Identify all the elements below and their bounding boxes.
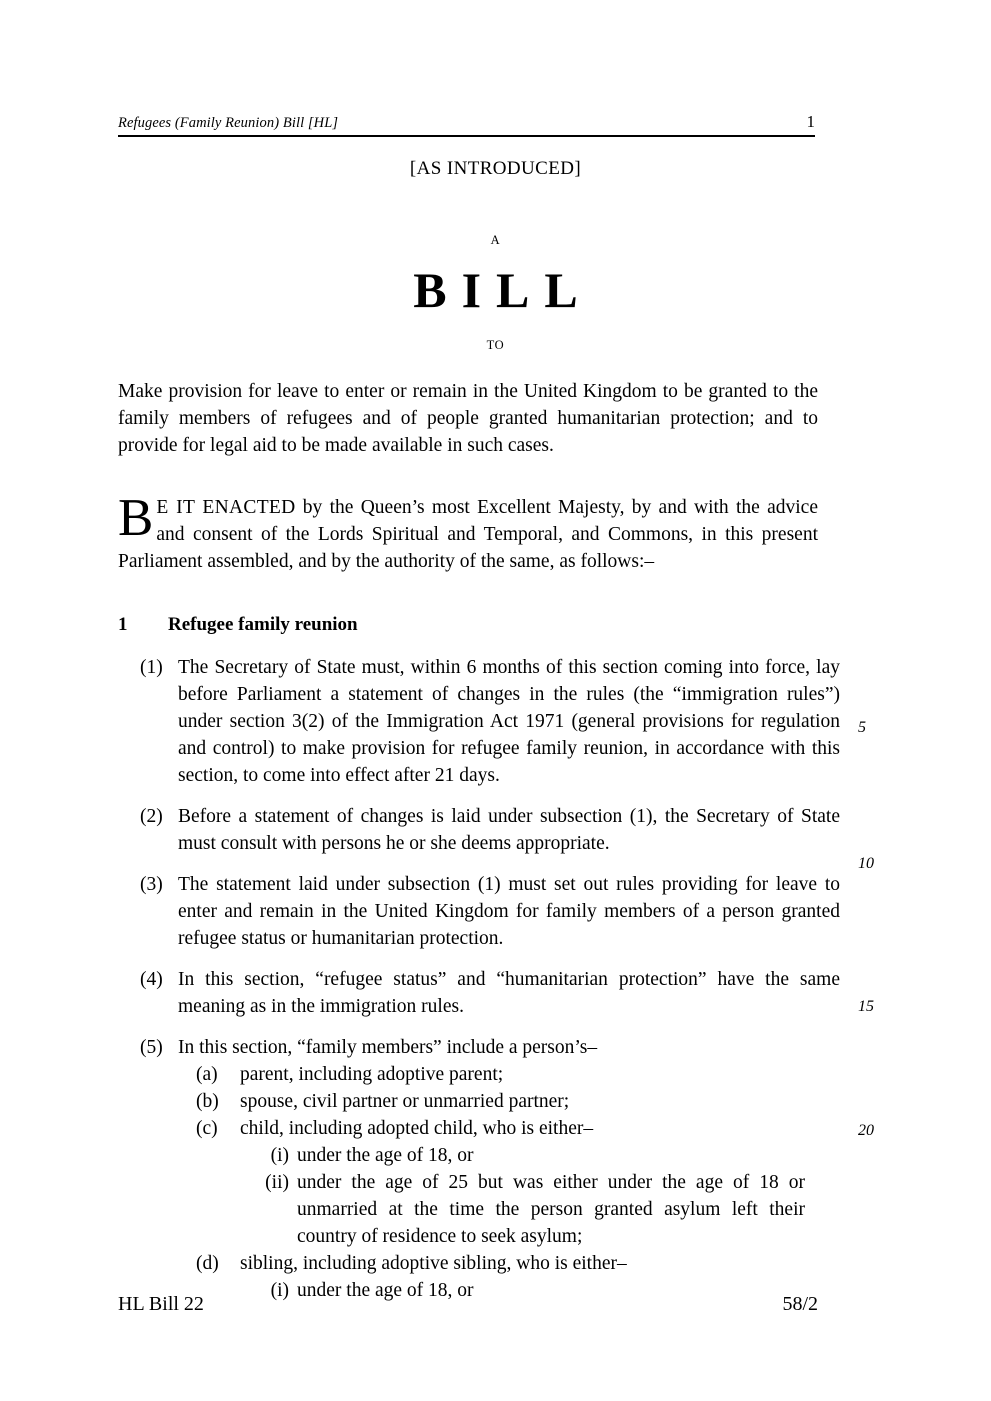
subsection-text: The Secretary of State must, within 6 months of this section coming into force, lay before Parliament a statement of changes in the rules (the “immigration rules”) under section 3(2) of the Immigration Act 1971 (general provisions for regulation and control) to make provision for refugee family reunion, in accordance with this section, to come into effect after 21 days. xyxy=(178,657,840,786)
enacting-formula xyxy=(118,489,818,575)
long-title: Make provision for leave to enter or remain in the United Kingdom to be granted to the family members of refugees and of people granted humanitarian protection; and to provide for legal aid to be made available in such cases. xyxy=(118,381,818,456)
paragraph-marker: (a) xyxy=(196,1064,218,1085)
running-head-title: Refugees (Family Reunion) Bill [HL] xyxy=(118,115,339,131)
subsection-text: Before a statement of changes is laid under subsection (1), the Secretary of State must consult with persons he or she deems appropriate. xyxy=(178,806,840,854)
paragraph-text: spouse, civil partner or unmarried partner; xyxy=(240,1091,570,1112)
word-to: TO xyxy=(486,338,505,352)
paragraph-c xyxy=(196,1115,878,1142)
enacting-rest: by the Queen’s most Excellent Majesty, by and with the advice and consent of the Lords Spiritual and Temporal, and Commons, in this present Parliament assembled, and by the authority of the same, as follows:– xyxy=(118,497,818,572)
paragraph-b xyxy=(196,1088,878,1115)
paragraph-a xyxy=(196,1061,878,1088)
page-number: 1 xyxy=(806,112,815,131)
subparagraph-c-i xyxy=(253,1142,878,1169)
subsection-5 xyxy=(140,1034,878,1061)
clause-heading-1 xyxy=(118,612,878,638)
line-number: 15 xyxy=(858,998,874,1015)
clause-title: Refugee family reunion xyxy=(168,614,358,635)
subsection-text: In this section, “family members” include a person’s– xyxy=(178,1037,598,1058)
line-number: 10 xyxy=(858,855,874,872)
as-introduced-label: [AS INTRODUCED] xyxy=(409,158,582,179)
subsection-1 xyxy=(140,654,878,789)
subparagraph-c-ii xyxy=(253,1169,878,1250)
paragraph-marker: (d) xyxy=(196,1253,219,1274)
subsection-marker: (1) xyxy=(140,657,163,678)
subsection-4 xyxy=(140,966,878,1020)
article-a: A xyxy=(490,233,501,247)
subsection-marker: (4) xyxy=(140,969,163,990)
subparagraph-text: under the age of 18, or xyxy=(297,1145,474,1166)
paragraph-d xyxy=(196,1250,878,1277)
subsection-marker: (3) xyxy=(140,874,163,895)
bill-body xyxy=(118,612,878,1304)
line-number: 5 xyxy=(858,719,866,736)
subsection-marker: (2) xyxy=(140,806,163,827)
subsection-text: In this section, “refugee status” and “humanitarian protection” have the same meaning as in the immigration rules. xyxy=(178,969,840,1017)
enacting-dropcap: B xyxy=(118,489,154,547)
subparagraph-marker: (i) xyxy=(270,1280,289,1301)
line-number: 20 xyxy=(858,1122,874,1139)
footer-print-number: 58/2 xyxy=(782,1293,818,1315)
enacting-smallcaps: E IT ENACTED xyxy=(156,497,296,518)
running-head xyxy=(118,112,815,137)
paragraph-marker: (b) xyxy=(196,1091,219,1112)
subparagraph-marker: (i) xyxy=(270,1145,289,1166)
subparagraph-text: under the age of 18, or xyxy=(297,1280,474,1301)
subsection-3 xyxy=(140,871,878,952)
paragraph-marker: (c) xyxy=(196,1118,218,1139)
bill-title-word: BILL xyxy=(413,262,593,318)
subsection-marker: (5) xyxy=(140,1037,163,1058)
paragraph-text: sibling, including adoptive sibling, who is either– xyxy=(240,1253,627,1274)
page-footer xyxy=(118,1293,818,1316)
subparagraph-text: under the age of 25 but was either under the age of 18 or unmarried at the time the person granted asylum left their country of residence to seek asylum; xyxy=(297,1172,805,1247)
footer-bill-number: HL Bill 22 xyxy=(118,1293,204,1315)
paragraph-text: child, including adopted child, who is either– xyxy=(240,1118,594,1139)
clause-number: 1 xyxy=(118,614,128,635)
subsection-2 xyxy=(140,803,878,857)
subsection-text: The statement laid under subsection (1) must set out rules providing for leave to enter and remain in the United Kingdom for family members of a person granted refugee status or humanitarian protection. xyxy=(178,874,840,949)
paragraph-text: parent, including adoptive parent; xyxy=(240,1064,504,1085)
subparagraph-marker: (ii) xyxy=(265,1172,289,1193)
